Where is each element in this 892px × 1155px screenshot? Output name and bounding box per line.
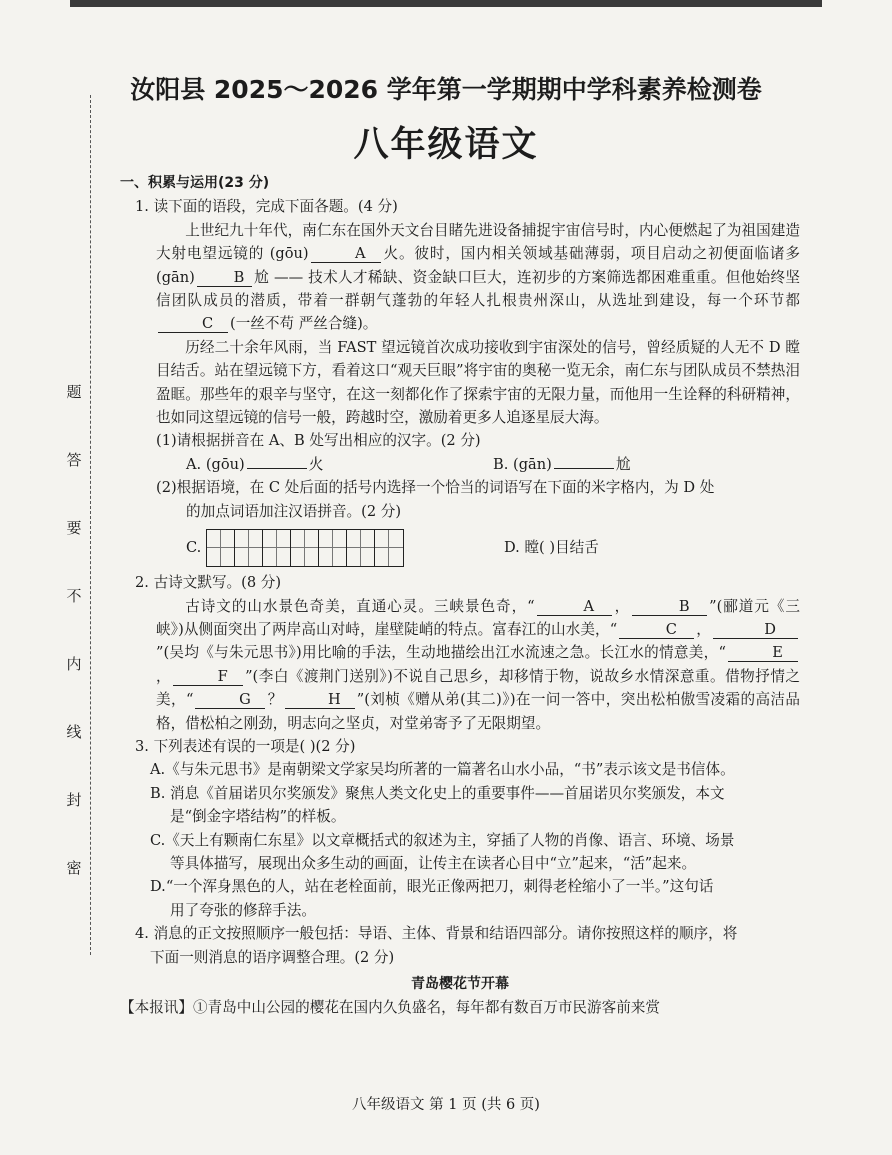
grid-cell — [207, 530, 235, 566]
question-1-sub-1-answers — [120, 453, 800, 476]
question-4-stem-cont: 下面一则消息的语序调整合理。(2 分) — [150, 948, 395, 966]
binding-char: 题 — [66, 383, 82, 401]
question-3-option-C: C.《天上有颗南仁东星》以文章概括式的叙述为主，穿插了人物的肖像、语言、环境、场景 — [150, 831, 735, 849]
question-3-option-C-cont: 等具体描写，展现出众多生动的画面，让传主在读者心目中“立”起来，“活”起来。 — [170, 854, 697, 872]
blank-E[interactable]: E — [728, 645, 798, 662]
question-1-sub-1: (1)请根据拼音在 A、B 处写出相应的汉字。(2 分) — [156, 432, 481, 450]
grid-cell — [291, 530, 319, 566]
subject-title: 八年级语文 — [353, 125, 539, 165]
answer-suffix: 尬 — [615, 455, 631, 473]
binding-char: 线 — [66, 723, 82, 741]
blank-G[interactable]: G — [195, 692, 265, 709]
passage-text: ， — [156, 667, 172, 685]
page-footer: 八年级语文 第 1 页 (共 6 页) — [352, 1097, 540, 1113]
answer-label: C. — [186, 539, 202, 557]
question-1-passage-1 — [120, 219, 800, 336]
passage-text: 古诗文的山水景色奇美，直通心灵。三峡景色奇，“ — [185, 597, 535, 615]
passage-text: ， — [613, 597, 631, 615]
question-3-option-D-cont: 用了夸张的修辞手法。 — [170, 901, 316, 919]
blank-F[interactable]: F — [173, 669, 243, 686]
binding-char: 内 — [66, 655, 82, 673]
news-first-line: 【本报讯】①青岛中山公园的樱花在国内久负盛名，每年都有数百万市民游客前来赏 — [120, 999, 660, 1017]
question-2-passage — [120, 595, 800, 735]
question-3-stem: 3. 下列表述有误的一项是( )(2 分) — [135, 737, 356, 755]
answer-label: A. (gōu) — [186, 455, 245, 473]
passage-text: 尬 —— 技术人才稀缺、资金缺口巨大，连初步的方案筛选都困难重重。但他始终坚信团队成员的潜质，带着一群朝气蓬勃的年轻人扎根贵州深山，从选址到建设，每一个环节都 — [156, 268, 800, 310]
binding-char: 要 — [66, 519, 82, 537]
passage-text: (一丝不苟 严丝合缝)。 — [230, 315, 378, 333]
question-3-option-D: D.“一个浑身黑色的人，站在老栓面前，眼光正像两把刀，刺得老栓缩小了一半。”这句话 — [150, 878, 714, 896]
binding-char: 不 — [66, 587, 82, 605]
grid-cell — [347, 530, 375, 566]
question-4-stem: 4. 消息的正文按照顺序一般包括：导语、主体、背景和结语四部分。请你按照这样的顺序，将 — [135, 925, 738, 943]
blank-C[interactable]: C — [619, 622, 694, 639]
answer-C — [186, 529, 504, 567]
passage-text: ”(郦道元《三峡》)从侧面突出了两岸高山对峙，崖壁陡峭的特点。富春江的山水美，“ — [156, 597, 800, 638]
blank-A[interactable]: A — [537, 599, 612, 616]
blank-D[interactable]: D — [713, 622, 798, 639]
passage-text: ？ — [267, 691, 283, 709]
question-1-sub-2-line2: 的加点词语加注汉语拼音。(2 分) — [186, 502, 402, 520]
question-1-stem: 1. 读下面的语段，完成下面各题。(4 分) — [135, 198, 398, 216]
question-1-sub-2-line1: (2)根据语境，在 C 处后面的括号内选择一个恰当的词语写在下面的米字格内，为 D 处 — [156, 479, 715, 497]
rice-grid-answer-box[interactable] — [206, 529, 404, 567]
answer-B-blank[interactable] — [554, 468, 614, 469]
question-3-option-B-cont: 是“倒金字塔结构”的样板。 — [170, 808, 346, 826]
passage-text: 上世纪九十年代，南仁东在国外天文台目睹先进设备捕捉宇宙信号时，内心便燃起了为祖国建造大射电望远镜的 (gōu) — [156, 221, 800, 263]
question-3-option-B: B. 消息《首届诺贝尔奖颁发》聚焦人类文化史上的重要事件——首届诺贝尔奖颁发，本文 — [150, 784, 725, 802]
answer-B — [493, 453, 800, 476]
question-3-option-A: A.《与朱元思书》是南朝梁文学家吴均所著的一篇著名山水小品，“书”表示该文是书信体。 — [150, 761, 735, 779]
answer-D: D. 瞠( )目结舌 — [504, 539, 599, 557]
blank-A[interactable]: A — [311, 246, 381, 263]
blank-B[interactable]: B — [197, 270, 252, 287]
answer-A — [186, 453, 493, 476]
passage-text: ”(吴均《与朱元思书》)用比喻的手法，生动地描绘出江水流速之急。长江水的情意美，“ — [156, 644, 726, 662]
answer-A-blank[interactable] — [247, 468, 307, 469]
grid-cell — [263, 530, 291, 566]
passage-text: ， — [696, 620, 711, 638]
binding-margin-notice — [62, 380, 86, 880]
blank-C[interactable]: C — [158, 316, 228, 333]
passage-text: ”(李白《渡荆门送别》)不说自己思乡，却移情于物，说故乡水情深意重。借物抒情之美，“ — [156, 667, 800, 709]
exam-title: 汝阳县 2025～2026 学年第一学期期中学科素养检测卷 — [130, 75, 762, 104]
passage-text: 火。彼时，国内相关领域基础薄弱，项目启动之初便面临诸多 (gān) — [156, 245, 800, 286]
question-2-stem: 2. 古诗文默写。(8 分) — [135, 574, 282, 592]
exam-content — [120, 172, 800, 1020]
blank-H[interactable]: H — [285, 692, 355, 709]
blank-B[interactable]: B — [632, 599, 707, 616]
answer-suffix: 火 — [308, 455, 324, 473]
binding-char: 封 — [66, 791, 82, 809]
question-1-sub-2-answers — [120, 529, 800, 567]
grid-cell — [319, 530, 347, 566]
binding-line — [90, 95, 91, 955]
binding-char: 密 — [66, 859, 82, 877]
answer-label: B. (gān) — [493, 455, 552, 473]
news-title: 青岛樱花节开幕 — [411, 976, 509, 992]
binding-char: 答 — [66, 451, 82, 469]
top-edge-bar — [70, 0, 822, 7]
grid-cell — [375, 530, 403, 566]
passage-text: ”(刘桢《赠从弟(其二)》)在一问一答中，突出松柏傲雪凌霜的高洁品格，借松柏之刚劲，明志向之坚贞，对堂弟寄予了无限期望。 — [156, 691, 800, 732]
question-1-passage-2: 历经二十余年风雨，当 FAST 望远镜首次成功接收到宇宙深处的信号，曾经质疑的人无不 D 瞠目结舌。站在望远镜下方，看着这口“观天巨眼”将宇宙的奥秘一览无余，南仁东与团队成员不禁热泪盈眶。那些年的艰辛与坚守，在这一刻都化作了探索宇宙的无限力量，而他用一生诠释的科研精神，也如同这望远镜的信号一般，跨越时空，激励着更多人追逐星辰大海。 — [156, 338, 800, 427]
section-heading: 一、积累与运用(23 分) — [120, 175, 270, 191]
grid-cell — [235, 530, 263, 566]
